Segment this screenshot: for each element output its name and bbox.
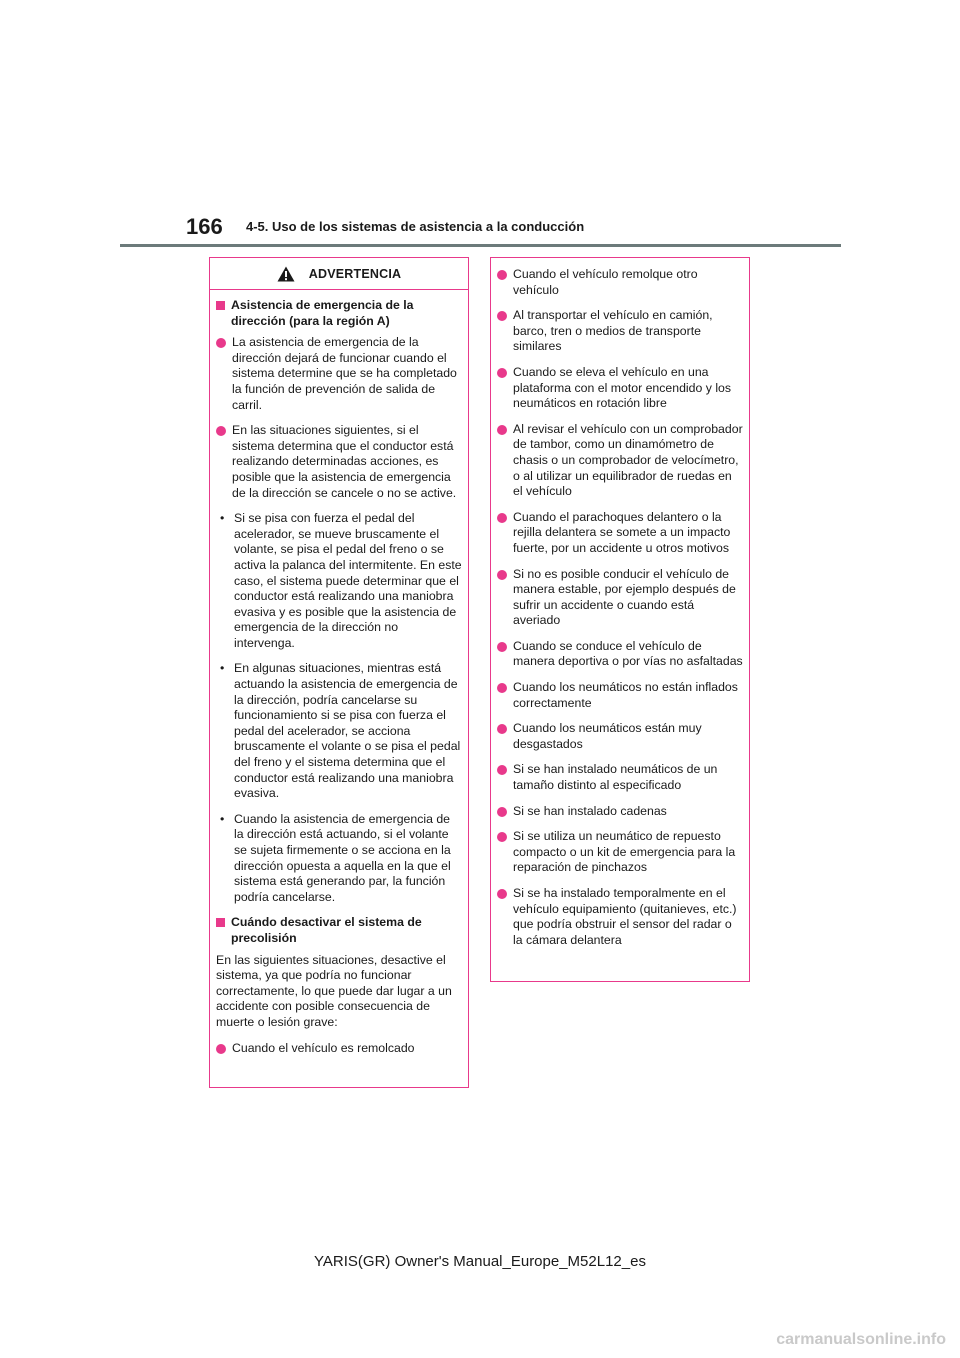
sub-list-item: • Si se pisa con fuerza el pedal del acelerador, se mueve bruscamente el volante, se pisa el pedal del freno o se activa la palanca del intermitente. En este caso, el sistema puede determinar que el conductor está realizando una maniobra evasiva y es posible que la asistencia de emergencia de la dirección no intervenga.: [220, 511, 462, 650]
square-bullet-icon: [216, 918, 225, 927]
dot-bullet-icon: [216, 426, 226, 436]
list-item: En las situaciones siguientes, si el sistema determina que el conductor está realizando determinadas acciones, es posible que la asistencia de emergencia de la dirección se cancele o no se active.: [216, 423, 462, 501]
list-item: Si no es posible conducir el vehículo de manera estable, por ejemplo después de sufrir un accidente o cuando está averiado: [497, 567, 743, 629]
list-item: La asistencia de emergencia de la dirección dejará de funcionar cuando el sistema determine que se ha completado la función de prevención de salida de carril.: [216, 335, 462, 413]
dot-bullet-icon: [497, 513, 507, 523]
warning-panel-right: [490, 257, 750, 982]
dot-bullet-icon: [497, 765, 507, 775]
dot-bullet-icon: [497, 832, 507, 842]
dot-bullet-icon: [497, 642, 507, 652]
header-rule: [120, 244, 841, 247]
list-item: Cuando el vehículo es remolcado: [216, 1041, 462, 1057]
list-item: Cuando los neumáticos están muy desgastados: [497, 721, 743, 752]
dot-bullet-icon: [497, 683, 507, 693]
dot-bullet-icon: [497, 311, 507, 321]
list-item: Cuando el vehículo remolque otro vehículo: [497, 267, 743, 298]
dot-bullet-icon: [497, 889, 507, 899]
dot-bullet-icon: [497, 425, 507, 435]
square-bullet-icon: [216, 301, 225, 310]
bullet-icon: •: [220, 661, 225, 676]
watermark: carmanualsonline.info: [776, 1331, 946, 1348]
list-item: Al revisar el vehículo con un comprobador de tambor, como un dinamómetro de chasis o un comprobador de velocímetro, o al utilizar un equilibrador de ruedas en el vehículo: [497, 422, 743, 500]
paragraph: En las siguientes situaciones, desactive el sistema, ya que podría no funcionar correctamente, lo que puede dar lugar a un accidente con posible consecuencia de muerte o lesión grave:: [216, 952, 452, 1029]
bullet-icon: •: [220, 511, 225, 526]
dot-bullet-icon: [497, 270, 507, 280]
sub-list-item: • Cuando la asistencia de emergencia de la dirección está actuando, si el volante se sujeta firmemente o se acciona en la dirección opuesta a aquella en la que el sistema está generando par, la función podría cancelarse.: [220, 811, 451, 904]
section-title: 4-5. Uso de los sistemas de asistencia a la conducción: [246, 219, 585, 234]
warning-panel-left: [209, 257, 469, 1088]
list-item: Si se han instalado cadenas: [497, 804, 743, 820]
list-item: Al transportar el vehículo en camión, barco, tren o medios de transporte similares: [497, 308, 743, 355]
list-item: Cuando el parachoques delantero o la rejilla delantera se somete a un impacto fuerte, por un accidente u otros motivos: [497, 510, 743, 557]
warning-content-right: [491, 258, 749, 948]
section-heading: Asistencia de emergencia de la dirección (para la región A): [216, 298, 462, 329]
dot-bullet-icon: [497, 368, 507, 378]
dot-bullet-icon: [497, 724, 507, 734]
footer-manual-id: YARIS(GR) Owner's Manual_Europe_M52L12_es: [314, 1253, 646, 1270]
bullet-icon: •: [220, 811, 225, 826]
dot-bullet-icon: [497, 807, 507, 817]
dot-bullet-icon: [216, 1044, 226, 1054]
list-item: Si se ha instalado temporalmente en el vehículo equipamiento (quitanieves, etc.) que podría obstruir el sensor del radar o la cámara delantera: [497, 886, 743, 948]
sub-list-item: • En algunas situaciones, mientras está actuando la asistencia de emergencia de la dirección, podría cancelarse su funcionamiento si se pisa con fuerza el pedal del acelerador, se acciona bruscamente el volante o se pisa el pedal del freno y el sistema determina que el conductor está realizando una maniobra evasiva.: [220, 661, 461, 801]
list-item: Cuando los neumáticos no están inflados correctamente: [497, 680, 743, 711]
list-item: Cuando se eleva el vehículo en una plataforma con el motor encendido y los neumáticos en rotación libre: [497, 365, 743, 412]
list-item: Si se han instalado neumáticos de un tamaño distinto al especificado: [497, 762, 743, 793]
list-item: Si se utiliza un neumático de repuesto compacto o un kit de emergencia para la reparación de pinchazos: [497, 829, 743, 876]
warning-content-left: [210, 298, 468, 1056]
warning-header: [210, 258, 468, 290]
warning-title: ADVERTENCIA: [308, 266, 402, 281]
section-heading: Cuándo desactivar el sistema de precolisión: [216, 915, 462, 946]
list-item: Cuando se conduce el vehículo de manera deportiva o por vías no asfaltadas: [497, 639, 743, 670]
dot-bullet-icon: [216, 338, 226, 348]
page-number: 166: [186, 214, 223, 239]
dot-bullet-icon: [497, 570, 507, 580]
warning-triangle-icon: [277, 266, 295, 282]
